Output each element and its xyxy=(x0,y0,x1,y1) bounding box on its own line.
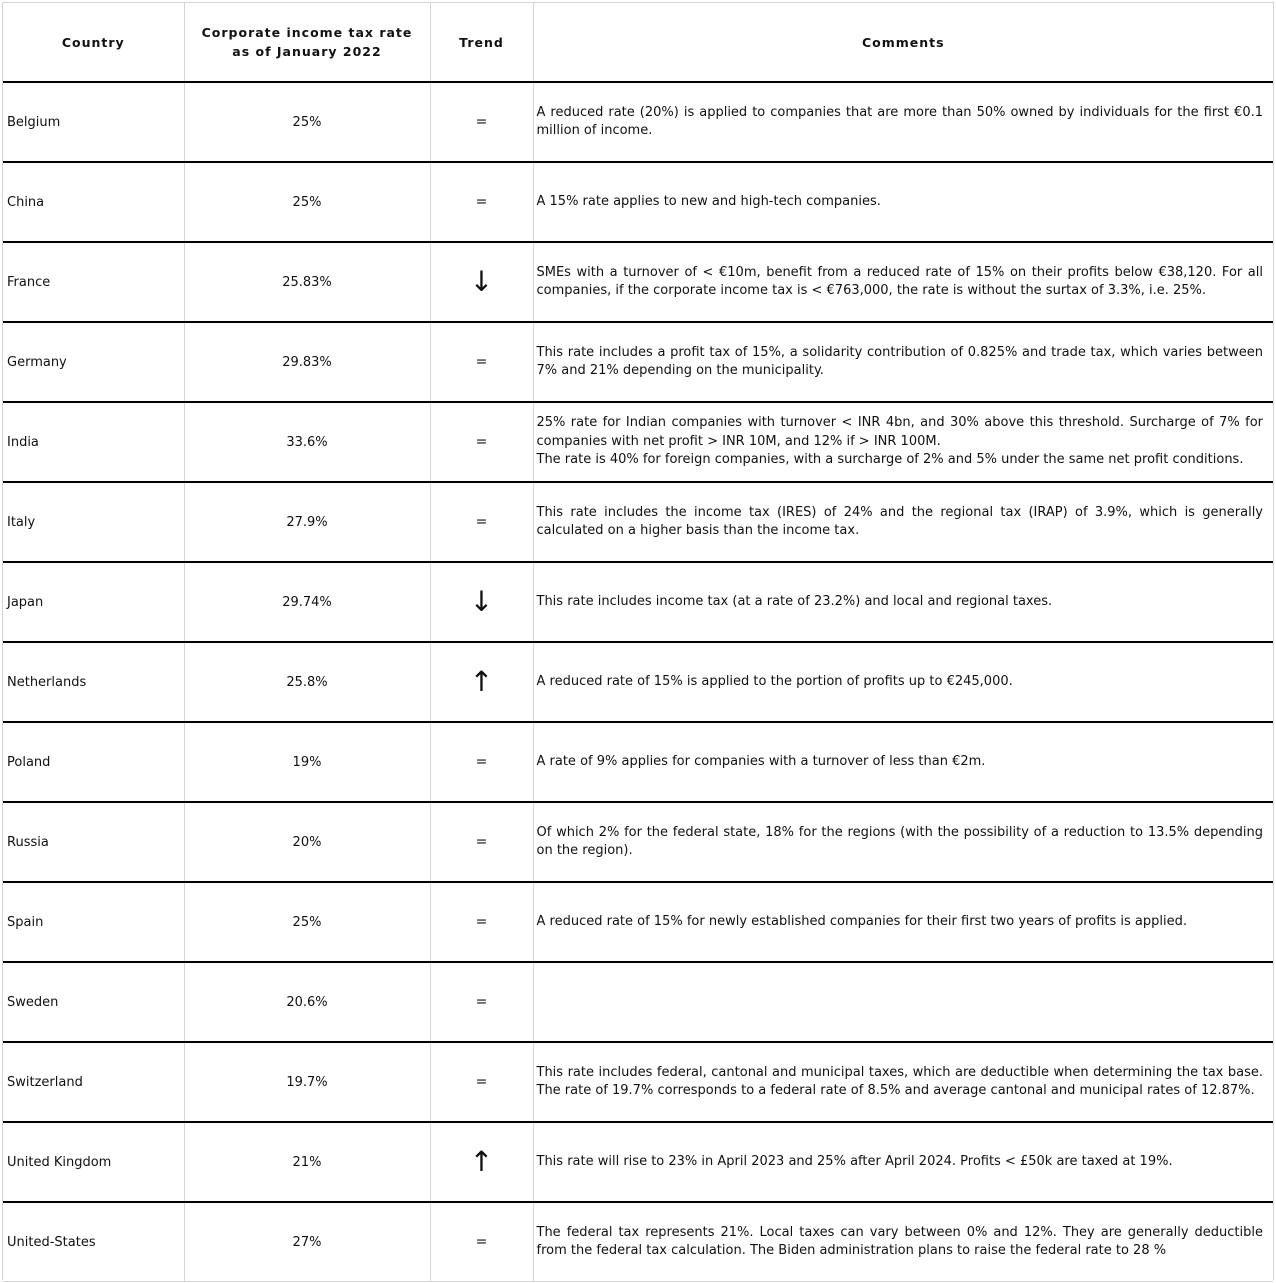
comment-text: The federal tax represents 21%. Local taxes can vary between 0% and 12%. They are generally deductible from the federal tax calculation. The Biden administration plans to raise the federal rate to 28 % xyxy=(536,1224,1263,1258)
rate-cell: 29.83% xyxy=(184,322,430,402)
comment-cell xyxy=(533,562,1273,642)
comment-cell xyxy=(533,882,1273,962)
trend-cell xyxy=(430,242,533,322)
comment-cell xyxy=(533,482,1273,562)
equal-icon: = xyxy=(475,834,488,850)
arrow-up-icon: ↑ xyxy=(469,1145,494,1178)
trend-cell xyxy=(430,1042,533,1122)
comment-text: A 15% rate applies to new and high-tech companies. xyxy=(536,193,881,209)
trend-cell xyxy=(430,1202,533,1282)
trend-cell xyxy=(430,162,533,242)
table-row xyxy=(3,562,1273,642)
country-cell: Germany xyxy=(3,322,184,402)
comment-text: A rate of 9% applies for companies with a turnover of less than €2m. xyxy=(536,753,986,769)
header-row xyxy=(3,3,1273,83)
trend-cell xyxy=(430,402,533,482)
table-body xyxy=(3,82,1273,1282)
arrow-down-icon: ↓ xyxy=(469,265,494,298)
rate-cell: 19% xyxy=(184,722,430,802)
comment-cell xyxy=(533,1122,1273,1202)
arrow-down-icon: ↓ xyxy=(469,585,494,618)
equal-icon: = xyxy=(475,114,488,130)
country-cell: United Kingdom xyxy=(3,1122,184,1202)
country-cell: Belgium xyxy=(3,82,184,162)
header-country: Country xyxy=(3,3,184,83)
tax-rate-sheet xyxy=(2,2,1274,1280)
comment-cell xyxy=(533,722,1273,802)
comment-cell xyxy=(533,962,1273,1042)
comment-text: A reduced rate (20%) is applied to companies that are more than 50% owned by individuals for the first €0.1 million of income. xyxy=(536,104,1263,138)
comment-cell xyxy=(533,242,1273,322)
trend-cell xyxy=(430,642,533,722)
comment-text: A reduced rate of 15% is applied to the portion of profits up to €245,000. xyxy=(536,673,1013,689)
country-cell: France xyxy=(3,242,184,322)
comment-cell xyxy=(533,1202,1273,1282)
rate-cell: 25% xyxy=(184,882,430,962)
comment-cell xyxy=(533,162,1273,242)
rate-cell: 25.83% xyxy=(184,242,430,322)
table-row xyxy=(3,882,1273,962)
table-row xyxy=(3,162,1273,242)
country-cell: Japan xyxy=(3,562,184,642)
rate-cell: 20% xyxy=(184,802,430,882)
tax-rate-table xyxy=(3,2,1273,1282)
equal-icon: = xyxy=(475,1074,488,1090)
table-row xyxy=(3,242,1273,322)
table-row xyxy=(3,962,1273,1042)
header-comments: Comments xyxy=(533,3,1273,83)
trend-cell xyxy=(430,562,533,642)
rate-cell: 27% xyxy=(184,1202,430,1282)
country-cell: Netherlands xyxy=(3,642,184,722)
comment-text: Of which 2% for the federal state, 18% for the regions (with the possibility of a reduction to 13.5% depending on the region). xyxy=(536,824,1263,858)
table-row xyxy=(3,482,1273,562)
table-row xyxy=(3,82,1273,162)
comment-text: 25% rate for Indian companies with turnover < INR 4bn, and 30% above this threshold. Surcharge of 7% for companies with net profit > INR 10M, and 12% if > INR 100M. The rate is 40% for foreign companies, with a surcharge of 2% and 5% under the same net profit conditions. xyxy=(536,415,1263,468)
comment-cell xyxy=(533,82,1273,162)
country-cell: United-States xyxy=(3,1202,184,1282)
rate-cell: 33.6% xyxy=(184,402,430,482)
comment-text: This rate includes income tax (at a rate of 23.2%) and local and regional taxes. xyxy=(536,593,1053,609)
comment-cell xyxy=(533,322,1273,402)
trend-cell xyxy=(430,322,533,402)
trend-cell xyxy=(430,802,533,882)
comment-text: A reduced rate of 15% for newly established companies for their first two years of profits is applied. xyxy=(536,913,1187,929)
trend-cell xyxy=(430,962,533,1042)
rate-cell: 25% xyxy=(184,82,430,162)
comment-text: This rate includes a profit tax of 15%, a solidarity contribution of 0.825% and trade tax, which varies between 7% and 21% depending on the municipality. xyxy=(536,344,1263,378)
comment-text: This rate includes the income tax (IRES) of 24% and the regional tax (IRAP) of 3.9%, which is generally calculated on a higher basis than the income tax. xyxy=(536,504,1263,538)
rate-cell: 19.7% xyxy=(184,1042,430,1122)
equal-icon: = xyxy=(475,434,488,450)
trend-cell xyxy=(430,882,533,962)
rate-cell: 29.74% xyxy=(184,562,430,642)
equal-icon: = xyxy=(475,1234,488,1250)
country-cell: Italy xyxy=(3,482,184,562)
table-row xyxy=(3,722,1273,802)
comment-cell xyxy=(533,802,1273,882)
rate-cell: 21% xyxy=(184,1122,430,1202)
country-cell: Spain xyxy=(3,882,184,962)
table-row xyxy=(3,322,1273,402)
header-rate xyxy=(184,3,430,83)
country-cell: Switzerland xyxy=(3,1042,184,1122)
equal-icon: = xyxy=(475,194,488,210)
country-cell: Russia xyxy=(3,802,184,882)
equal-icon: = xyxy=(475,754,488,770)
rate-cell: 25% xyxy=(184,162,430,242)
country-cell: China xyxy=(3,162,184,242)
rate-cell: 20.6% xyxy=(184,962,430,1042)
equal-icon: = xyxy=(475,994,488,1010)
trend-cell xyxy=(430,1122,533,1202)
rate-cell: 25.8% xyxy=(184,642,430,722)
comment-cell xyxy=(533,642,1273,722)
equal-icon: = xyxy=(475,914,488,930)
comment-cell xyxy=(533,1042,1273,1122)
comment-text: SMEs with a turnover of < €10m, benefit from a reduced rate of 15% on their profits below €38,120. For all companies, if the corporate income tax is < €763,000, the rate is without the surtax of 3.3%, i.e. 25%. xyxy=(536,264,1263,298)
arrow-up-icon: ↑ xyxy=(469,665,494,698)
header-rate-label: Corporate income tax rate as of January 2022 xyxy=(201,25,413,59)
country-cell: Poland xyxy=(3,722,184,802)
comment-cell xyxy=(533,402,1273,482)
rate-cell: 27.9% xyxy=(184,482,430,562)
equal-icon: = xyxy=(475,514,488,530)
table-row xyxy=(3,402,1273,482)
trend-cell xyxy=(430,722,533,802)
country-cell: Sweden xyxy=(3,962,184,1042)
comment-text: This rate includes federal, cantonal and municipal taxes, which are deductible when determining the tax base. The rate of 19.7% corresponds to a federal rate of 8.5% and average cantonal and municipal rates of 12.87%. xyxy=(536,1064,1263,1098)
header-trend: Trend xyxy=(430,3,533,83)
comment-text: This rate will rise to 23% in April 2023 and 25% after April 2024. Profits < £50k are taxed at 19%. xyxy=(536,1153,1173,1169)
trend-cell xyxy=(430,482,533,562)
table-row xyxy=(3,1042,1273,1122)
table-row xyxy=(3,1202,1273,1282)
table-row xyxy=(3,1122,1273,1202)
country-cell: India xyxy=(3,402,184,482)
table-row xyxy=(3,642,1273,722)
equal-icon: = xyxy=(475,354,488,370)
table-row xyxy=(3,802,1273,882)
trend-cell xyxy=(430,82,533,162)
